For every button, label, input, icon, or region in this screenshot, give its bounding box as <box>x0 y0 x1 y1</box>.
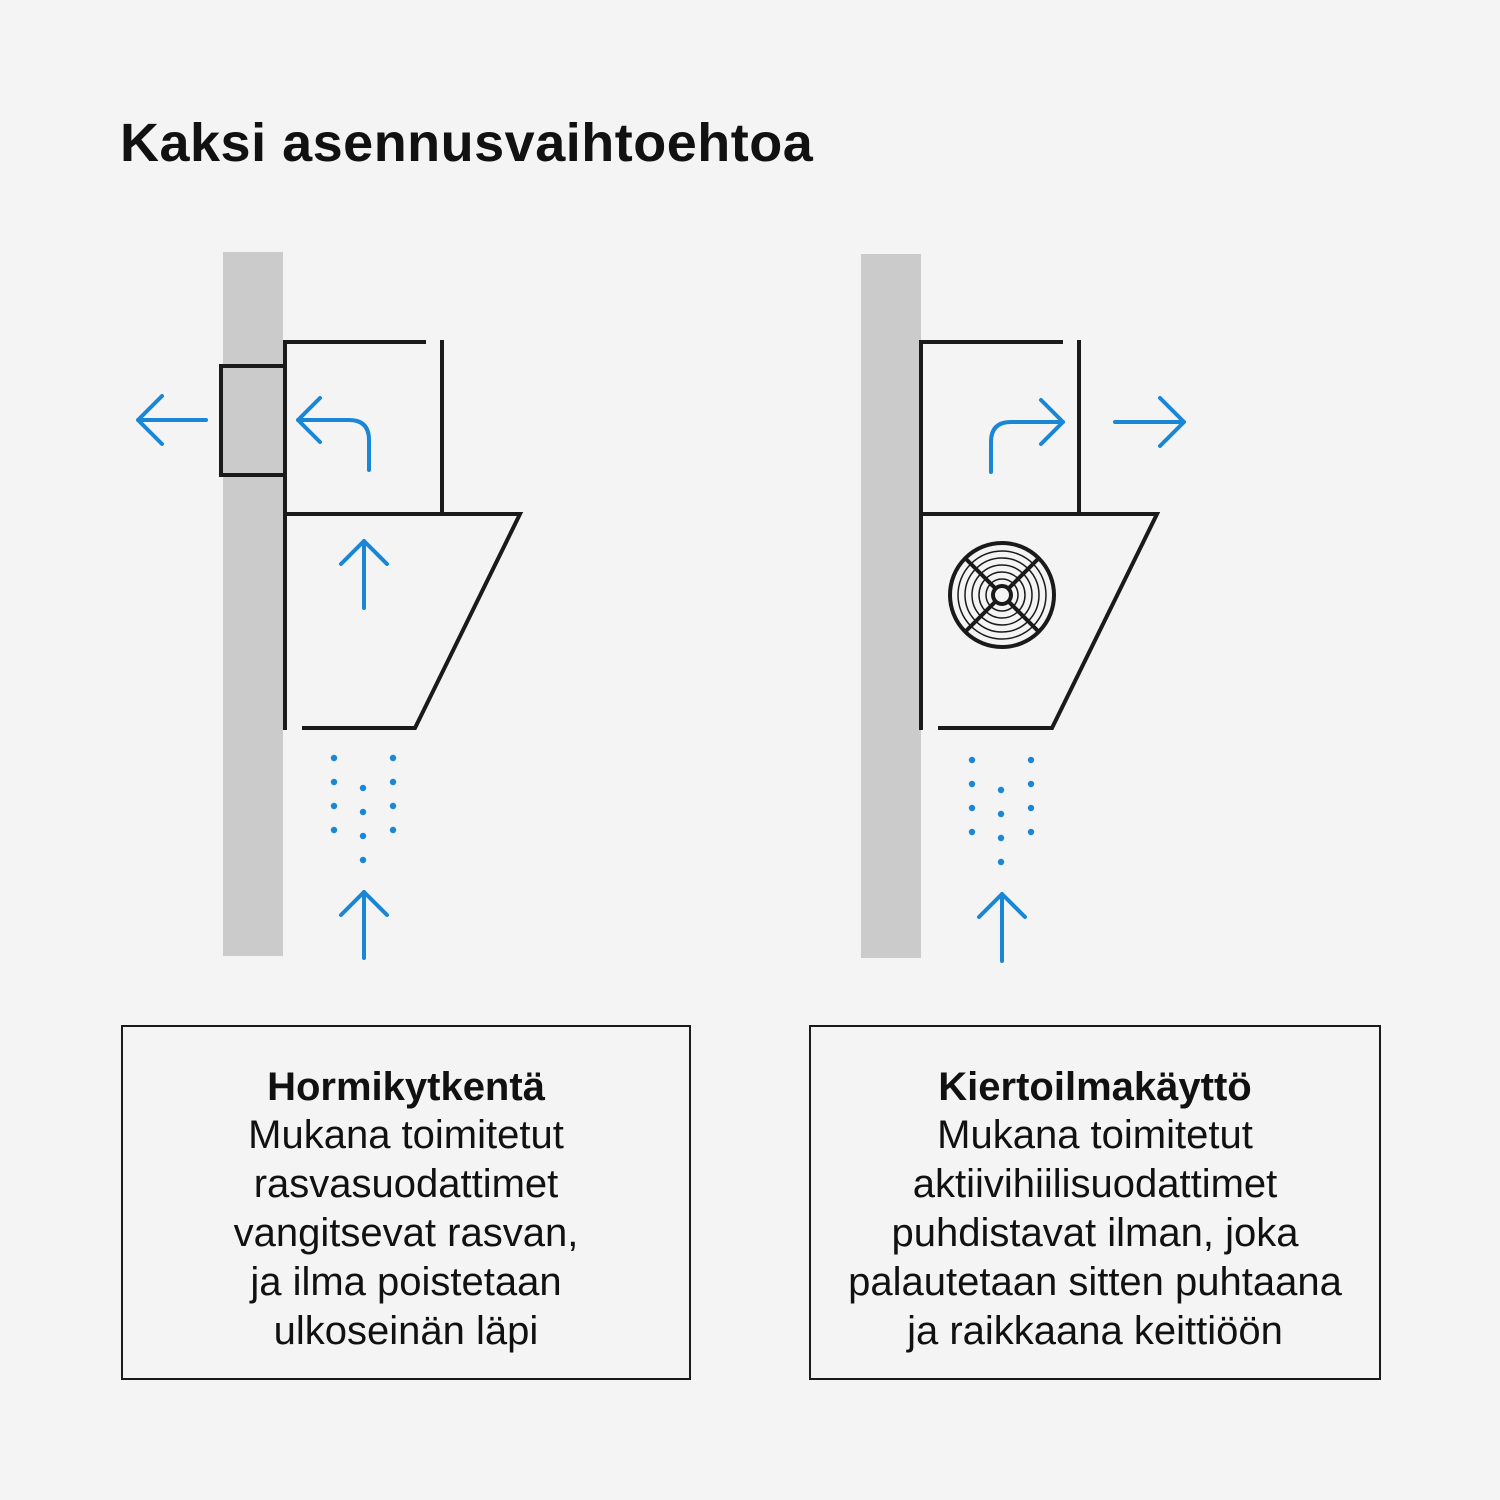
recirculation-hood-illustration <box>861 254 1184 961</box>
intake-arrow-icon <box>341 892 387 958</box>
outflow-arrow-icon <box>1115 398 1184 446</box>
duct-hood-illustration <box>138 252 520 958</box>
turn-left-arrow-icon <box>298 398 369 470</box>
description-line: palautetaan sitten puhtaana <box>848 1260 1342 1304</box>
wall <box>223 252 283 956</box>
description-line: Mukana toimitetut <box>937 1113 1253 1157</box>
outflow-arrow-icon <box>138 396 206 444</box>
description-line: vangitsevat rasvan, <box>233 1211 579 1255</box>
description-line: ja ilma poistetaan <box>250 1260 562 1304</box>
recirculation-description <box>809 1025 1381 1380</box>
turn-right-arrow-icon <box>991 400 1063 472</box>
description-line: Mukana toimitetut <box>248 1113 564 1157</box>
intake-arrow-icon <box>979 894 1025 961</box>
airflow-dots <box>969 757 1034 865</box>
hood-canopy <box>285 512 520 730</box>
chimney-cover <box>921 342 1063 512</box>
fan-icon <box>950 543 1054 647</box>
description-line: aktiivihiilisuodattimet <box>912 1162 1278 1206</box>
description-line: ja raikkaana keittiöön <box>907 1309 1283 1353</box>
airflow-dots <box>331 755 396 863</box>
description-line: ulkoseinän läpi <box>273 1309 539 1353</box>
wall <box>861 254 921 958</box>
up-arrow-icon <box>341 541 387 608</box>
description-line: puhdistavat ilman, joka <box>891 1211 1299 1255</box>
option-heading: Hormikytkentä <box>267 1065 545 1109</box>
duct-connection-description <box>121 1025 691 1380</box>
option-heading: Kiertoilmakäyttö <box>938 1065 1252 1109</box>
page-title: Kaksi asennusvaihtoehtoa <box>120 113 814 173</box>
description-line: rasvasuodattimet <box>253 1162 559 1206</box>
